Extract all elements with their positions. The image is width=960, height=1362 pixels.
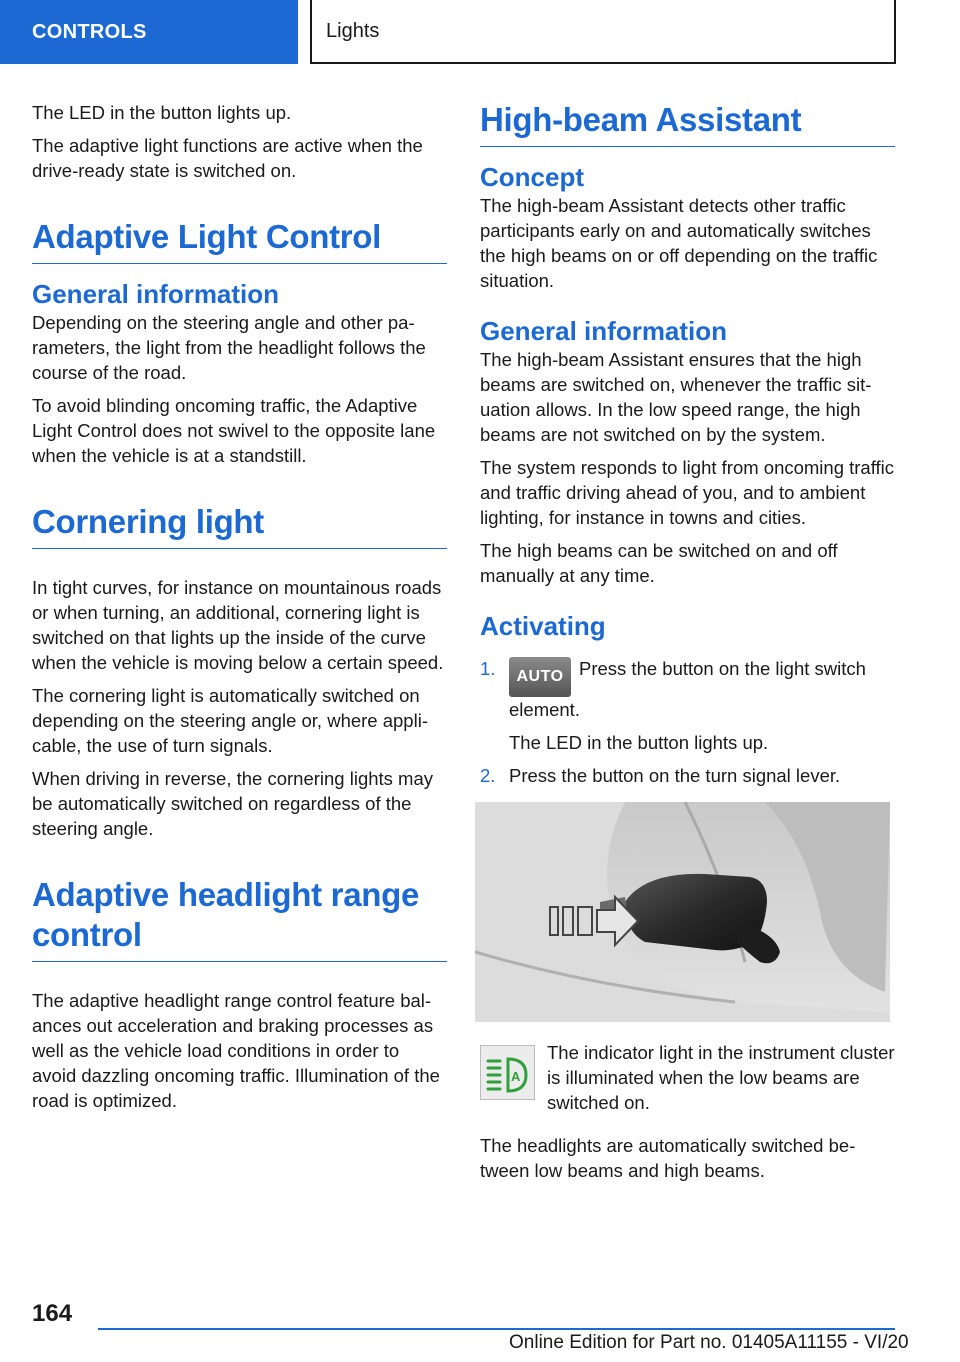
left-column: [32, 100, 447, 1121]
paragraph: The high beams can be switched on and off manually at any time.: [480, 540, 838, 586]
paragraph: The high-beam Assistant detects other traffic participants early on and automatically switches the high beams on or off depending on the traffic situation.: [480, 195, 878, 291]
auto-button-icon: AUTO: [509, 657, 571, 697]
paragraph: The adaptive headlight range control feature balances out acceleration and braking processes as well as the vehicle load conditions in order to avoid dazzling oncoming traffic. Illumination of the road is optimized.: [32, 990, 440, 1111]
indicator-note: [480, 1040, 895, 1123]
right-column: [480, 100, 895, 1191]
chapter-title: Lights: [310, 0, 896, 64]
section-heading-adaptive-light-control: Adaptive Light Control: [32, 217, 447, 264]
subheading-general-information: General information: [32, 279, 280, 309]
step-subtext: The LED in the button lights up.: [509, 732, 769, 753]
paragraph: To avoid blinding oncoming traffic, the Adaptive Light Control does not swivel to the opposite lane when the vehicle is at a standstill.: [32, 395, 436, 466]
step-text: Press the button on the turn signal lever.: [509, 765, 841, 786]
section-heading-cornering-light: Cornering light: [32, 502, 447, 549]
subheading-activating: Activating: [480, 611, 606, 641]
paragraph: The high-beam Assistant ensures that the high beams are switched on, whenever the traffic situation allows. In the low speed range, the high beams are not switched on by the system.: [480, 349, 872, 445]
high-beam-assistant-indicator-icon: [480, 1045, 535, 1100]
subheading-concept: Concept: [480, 162, 584, 192]
list-item: [480, 763, 895, 788]
paragraph: Depending on the steering angle and other parameters, the light from the headlight follows the course of the road.: [32, 312, 426, 383]
turn-signal-lever-graphic: [475, 802, 890, 1022]
paragraph: The system responds to light from oncoming traffic and traffic driving ahead of you, and to ambient lighting, for instance in towns and cities.: [480, 457, 895, 528]
section-heading-high-beam-assistant: High-beam Assistant: [480, 100, 895, 147]
edition-info: Online Edition for Part no. 01405A11155 - VI/20: [509, 1332, 909, 1353]
svg-text:A: A: [510, 1068, 520, 1084]
paragraph: The cornering light is automatically switched on depending on the steering angle or, where applicable, the use of turn signals.: [32, 685, 428, 756]
turn-signal-lever-illustration: [475, 802, 890, 1022]
step-text: Press the button on the light switch element.: [509, 658, 866, 720]
paragraph: In tight curves, for instance on mountainous roads or when turning, an additional, cornering light is switched on that lights up the inside of the curve when the vehicle is moving below a certain speed.: [32, 577, 444, 673]
section-tab: CONTROLS: [0, 0, 298, 64]
step-number: 2.: [480, 765, 496, 786]
paragraph: The headlights are automatically switched between low beams and high beams.: [480, 1135, 856, 1181]
footer-divider: [98, 1328, 895, 1330]
step-number: 1.: [480, 658, 496, 679]
paragraph: The adaptive light functions are active when the drive-ready state is switched on.: [32, 135, 423, 181]
paragraph: When driving in reverse, the cornering lights may be automatically switched on regardless of the steering angle.: [32, 768, 434, 839]
page-number: 164: [32, 1300, 73, 1327]
list-item: [480, 656, 895, 755]
subheading-general-information: General information: [480, 316, 728, 346]
paragraph: The LED in the button lights up.: [32, 102, 292, 123]
indicator-text: The indicator light in the instrument cluster is illuminated when the low beams are switched on.: [547, 1042, 895, 1113]
section-heading-adaptive-headlight-range-control: Adaptive headlight range control: [32, 875, 447, 962]
